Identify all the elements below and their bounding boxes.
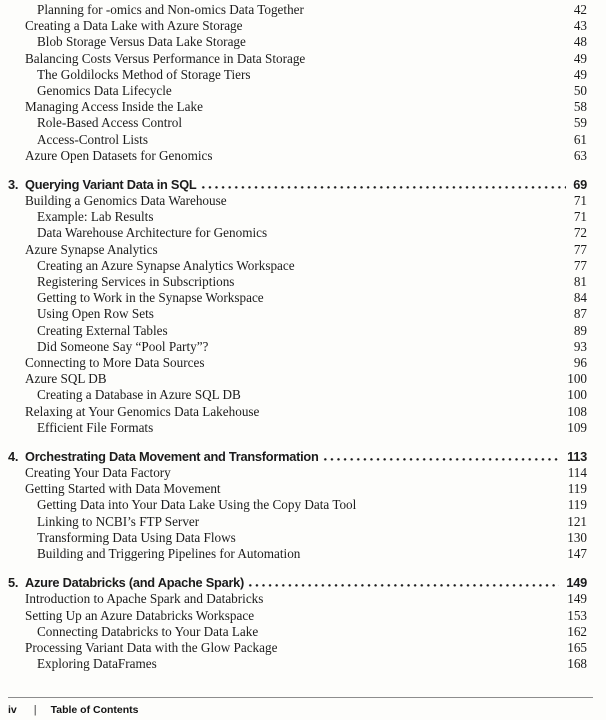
entry-page-number: 121	[567, 513, 587, 529]
entry-page-number: 114	[567, 465, 587, 481]
footer-rule	[8, 697, 593, 698]
toc-entry-row	[8, 420, 587, 436]
toc-entry-row	[8, 209, 587, 225]
dot-leader	[247, 575, 559, 591]
entry-title: Azure Synapse Analytics	[25, 241, 158, 257]
entry-page-number: 96	[573, 354, 587, 370]
chapter-page-number: 113	[567, 448, 587, 464]
toc-entry-row	[8, 51, 587, 67]
chapter-page-number: 149	[566, 575, 587, 591]
entry-page-number: 162	[567, 623, 587, 639]
entry-title: Introduction to Apache Spark and Databricks	[25, 591, 264, 607]
toc-entry-row	[8, 258, 587, 274]
toc-entry-row	[8, 115, 587, 131]
entry-title: Setting Up an Azure Databricks Workspace	[25, 607, 255, 623]
entry-title: Azure Open Datasets for Genomics	[25, 147, 213, 163]
entry-page-number: 100	[567, 371, 587, 387]
entry-page-number: 77	[573, 241, 587, 257]
chapter-title: Querying Variant Data in SQL	[25, 176, 197, 192]
entry-title: Processing Variant Data with the Glow Package	[25, 639, 278, 655]
entry-title: Relaxing at Your Genomics Data Lakehouse	[25, 403, 260, 419]
toc-entry-row	[8, 640, 587, 656]
entry-page-number: 168	[567, 656, 587, 672]
entry-title: Registering Services in Subscriptions	[37, 274, 235, 289]
entry-title: Access-Control Lists	[37, 131, 148, 147]
chapter-number: 4.	[8, 448, 19, 464]
entry-title: Building a Genomics Data Warehouse	[25, 193, 227, 209]
toc-entry-row	[8, 242, 587, 258]
entry-title: Exploring DataFrames	[37, 656, 157, 672]
toc-entry-row	[8, 514, 587, 530]
entry-title: Getting to Work in the Synapse Workspace	[37, 290, 264, 306]
entry-page-number: 50	[573, 82, 587, 98]
entry-page-number: 43	[573, 18, 587, 34]
entry-page-number: 42	[573, 2, 587, 17]
toc-chapter-row	[8, 449, 587, 465]
toc-entry-row	[8, 290, 587, 306]
entry-page-number: 119	[567, 481, 587, 497]
toc-entry-row	[8, 99, 587, 115]
toc-entry-row	[8, 83, 587, 99]
entry-page-number: 130	[567, 529, 587, 545]
toc-entry-row	[8, 530, 587, 546]
toc-entry-row	[8, 387, 587, 403]
entry-title: Balancing Costs Versus Performance in Data Storage	[25, 50, 306, 66]
toc-entry-row	[8, 624, 587, 640]
entry-title: Getting Data into Your Data Lake Using the Copy Data Tool	[37, 497, 357, 513]
toc-entry-row	[8, 465, 587, 481]
toc-entry-row	[8, 67, 587, 83]
footer-title: Table of Contents	[50, 704, 139, 716]
entry-page-number: 153	[567, 607, 587, 623]
entry-title: The Goldilocks Method of Storage Tiers	[37, 66, 251, 82]
toc-entry-row	[8, 148, 587, 164]
toc-entry-row	[8, 193, 587, 209]
toc-entry-row	[8, 18, 587, 34]
toc-section	[8, 575, 587, 672]
toc-section	[8, 2, 587, 164]
chapter-title: Azure Databricks (and Apache Spark)	[25, 575, 245, 591]
toc-entry-row	[8, 132, 587, 148]
toc-entry-row	[8, 2, 587, 18]
entry-page-number: 71	[573, 209, 587, 225]
entry-page-number: 84	[573, 290, 587, 306]
chapter-title: Orchestrating Data Movement and Transformation	[25, 448, 319, 464]
entry-title: Creating a Data Lake with Azure Storage	[25, 18, 243, 34]
entry-page-number: 149	[567, 591, 587, 607]
entry-title: Building and Triggering Pipelines for Automation	[37, 546, 301, 561]
table-of-contents	[8, 2, 587, 672]
page-footer	[8, 697, 593, 716]
footer-page-number: iv	[8, 704, 17, 716]
toc-entry-row	[8, 656, 587, 672]
toc-entry-row	[8, 608, 587, 624]
dot-leader	[322, 449, 561, 465]
footer-separator: |	[33, 704, 37, 716]
entry-page-number: 72	[573, 225, 587, 241]
entry-title: Blob Storage Versus Data Lake Storage	[37, 34, 246, 50]
toc-section	[8, 449, 587, 562]
entry-page-number: 48	[573, 34, 587, 50]
toc-entry-row	[8, 591, 587, 607]
entry-title: Genomics Data Lifecycle	[37, 82, 172, 98]
toc-entry-row	[8, 306, 587, 322]
entry-title: Linking to NCBI’s FTP Server	[37, 513, 200, 529]
toc-section	[8, 177, 587, 436]
entry-page-number: 119	[567, 497, 587, 513]
entry-title: Managing Access Inside the Lake	[25, 99, 203, 115]
chapter-number: 5.	[8, 575, 19, 591]
entry-title: Connecting Databricks to Your Data Lake	[37, 623, 259, 639]
toc-entry-row	[8, 339, 587, 355]
entry-title: Efficient File Formats	[37, 419, 154, 435]
entry-title: Data Warehouse Architecture for Genomics	[37, 225, 268, 241]
entry-title: Creating a Database in Azure SQL DB	[37, 387, 241, 403]
entry-page-number: 81	[573, 274, 587, 289]
entry-title: Example: Lab Results	[37, 209, 154, 225]
entry-title: Transforming Data Using Data Flows	[37, 529, 236, 545]
entry-title: Getting Started with Data Movement	[25, 481, 221, 497]
toc-entry-row	[8, 323, 587, 339]
toc-entry-row	[8, 355, 587, 371]
entry-title: Using Open Row Sets	[37, 306, 154, 322]
chapter-number: 3.	[8, 176, 19, 192]
toc-chapter-row	[8, 575, 587, 591]
entry-page-number: 108	[567, 403, 587, 419]
dot-leader	[200, 177, 567, 193]
entry-page-number: 61	[573, 131, 587, 147]
toc-entry-row	[8, 481, 587, 497]
entry-title: Role-Based Access Control	[37, 115, 183, 131]
toc-entry-row	[8, 404, 587, 420]
entry-page-number: 89	[573, 322, 587, 338]
entry-page-number: 93	[573, 338, 587, 354]
entry-page-number: 71	[573, 193, 587, 209]
toc-entry-row	[8, 371, 587, 387]
toc-entry-row	[8, 274, 587, 290]
toc-entry-row	[8, 497, 587, 513]
entry-page-number: 59	[573, 115, 587, 131]
entry-title: Planning for -omics and Non-omics Data Together	[37, 2, 304, 17]
entry-page-number: 109	[567, 419, 587, 435]
entry-page-number: 49	[573, 50, 587, 66]
entry-title: Did Someone Say “Pool Party”?	[37, 338, 209, 354]
entry-title: Creating External Tables	[37, 322, 168, 338]
entry-page-number: 147	[567, 546, 587, 561]
entry-page-number: 77	[573, 257, 587, 273]
toc-chapter-row	[8, 177, 587, 193]
chapter-page-number: 69	[573, 176, 587, 192]
toc-entry-row	[8, 546, 587, 562]
entry-title: Creating Your Data Factory	[25, 465, 171, 481]
footer-text	[8, 704, 593, 716]
entry-page-number: 100	[567, 387, 587, 403]
toc-entry-row	[8, 34, 587, 50]
entry-title: Creating an Azure Synapse Analytics Workspace	[37, 257, 295, 273]
entry-title: Connecting to More Data Sources	[25, 354, 205, 370]
entry-page-number: 63	[573, 147, 587, 163]
toc-entry-row	[8, 225, 587, 241]
entry-title: Azure SQL DB	[25, 371, 107, 387]
entry-page-number: 165	[567, 639, 587, 655]
entry-page-number: 87	[573, 306, 587, 322]
entry-page-number: 49	[573, 66, 587, 82]
entry-page-number: 58	[573, 99, 587, 115]
